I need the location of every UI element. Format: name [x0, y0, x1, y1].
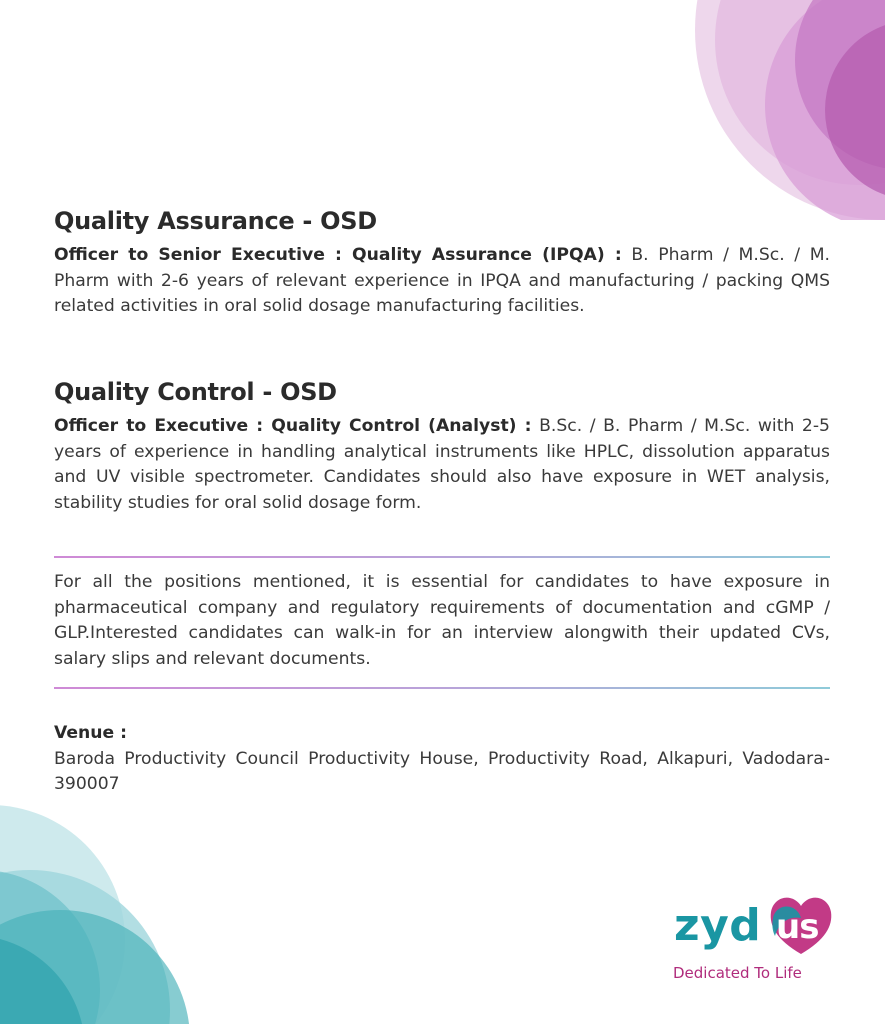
role-requirements: B.Sc. / B. Pharm / M.Sc. with 2-5 years of experience in handling analytical instruments like HPLC, dissolution apparatus and UV visible spectrometer. Candidates should also have exposure in WET analysis, stability studies for oral solid dosage form.	[54, 416, 830, 513]
section-quality-assurance	[54, 207, 830, 320]
note-text: For all the positions mentioned, it is essential for candidates to have exposure in pharmaceutical company and regulatory requirements of documentation and cGMP / GLP.Interested candidates can walk-in for an interview alongwith their updated CVs, salary slips and relevant documents.	[54, 572, 830, 669]
zydus-logo	[668, 890, 836, 990]
section-heading: Quality Control - OSD	[54, 378, 337, 406]
role-title: Officer to Senior Executive : Quality Assurance (IPQA) :	[54, 245, 622, 265]
logo-tagline: Dedicated To Life	[673, 964, 802, 982]
role-title: Officer to Executive : Quality Control (Analyst) :	[54, 416, 532, 436]
venue-address: Baroda Productivity Council Productivity House, Productivity Road, Alkapuri, Vadodara-390007	[54, 748, 830, 794]
venue-block	[54, 721, 830, 798]
logo-wordmark-highlight: us	[776, 907, 819, 947]
divider-line	[54, 556, 830, 558]
section-description	[54, 414, 830, 516]
divider-line	[54, 687, 830, 689]
section-quality-control	[54, 378, 830, 516]
venue-label-text: Venue :	[54, 723, 128, 743]
role-requirements: B. Pharm / M.Sc. / M. Pharm with 2-6 years of relevant experience in IPQA and manufacturing / packing QMS related activities in oral solid dosage manufacturing facilities.	[54, 245, 830, 316]
venue-label	[54, 721, 830, 747]
section-description	[54, 243, 830, 320]
decorative-circles-top	[640, 0, 885, 220]
logo-wordmark: zyd	[674, 900, 762, 951]
section-heading: Quality Assurance - OSD	[54, 207, 377, 235]
decorative-circles-bottom	[0, 790, 250, 1024]
general-note	[54, 570, 830, 672]
